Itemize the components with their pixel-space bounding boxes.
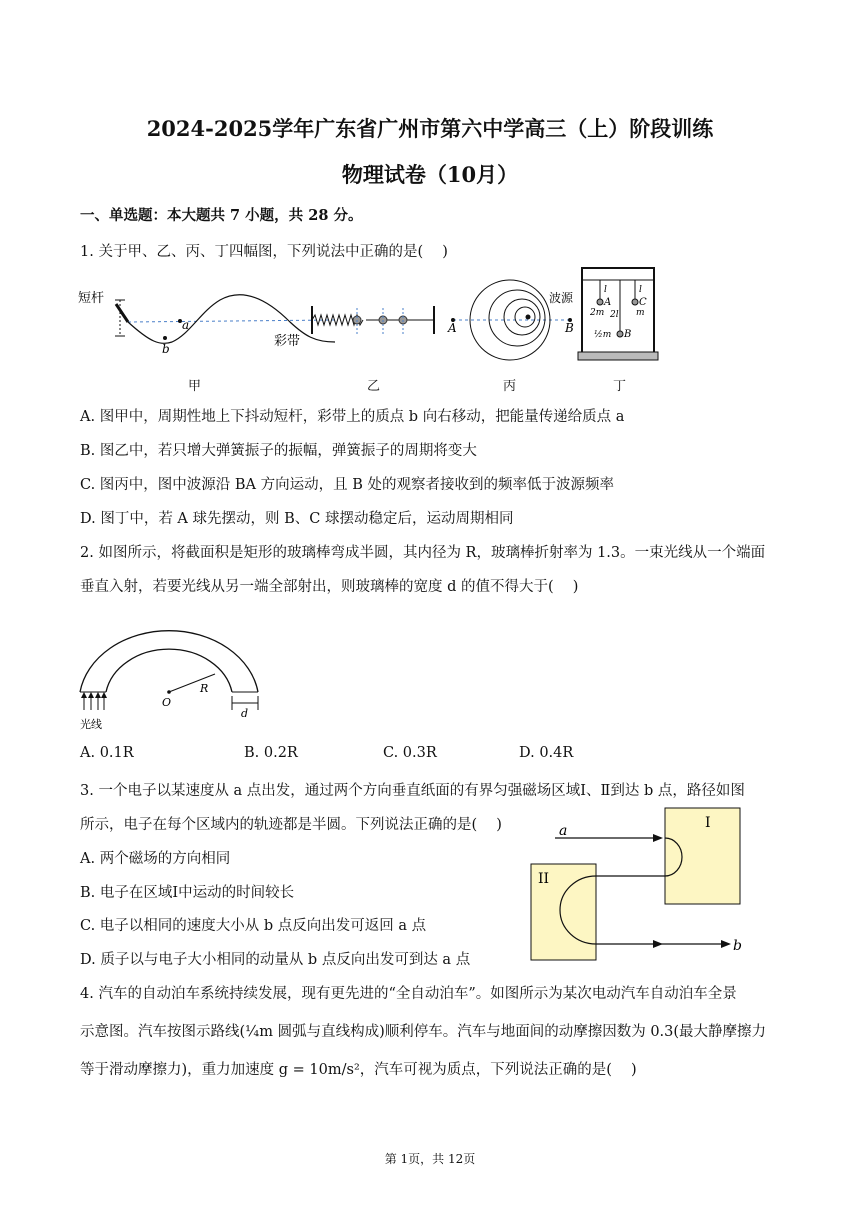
q3-option-d: D. 质子以与电子大小相同的动量从 b 点反向出发可到达 a 点 <box>80 952 471 968</box>
mass-A-label: 2m <box>590 308 605 318</box>
paper-title-line2: 物理试卷（10月） <box>341 162 519 187</box>
point-b-label: b <box>733 938 742 954</box>
page-footer: 第 1页，共 12页 <box>384 1152 476 1166</box>
q4-stem-line2: 示意图。汽车按图示路线(¼m 圆弧与直线构成)顺利停车。汽车与地面间的动摩擦因数为 0.3(最大静摩擦力 <box>80 1024 767 1040</box>
figure-ding <box>578 268 658 360</box>
caption-jia: 甲 <box>188 379 202 394</box>
q3-stem-line2: 所示，电子在每个区域内的轨迹都是半圆。下列说法正确的是( ) <box>80 817 502 833</box>
region-I-label: I <box>705 815 711 831</box>
q3-option-a: A. 两个磁场的方向相同 <box>80 851 231 867</box>
figure-jia <box>78 290 335 356</box>
q3-figure <box>525 805 750 965</box>
q1-figure <box>70 262 670 364</box>
q1-option-b: B. 图乙中，若只增大弹簧振子的振幅，弹簧振子的周期将变大 <box>80 443 477 459</box>
q3-stem-line1: 3. 一个电子以某速度从 a 点出发，通过两个方向垂直纸面的有界匀强磁场区域Ⅰ、Ⅱ到达 b 点，路径如图 <box>80 783 745 799</box>
point-B-bing: B <box>565 321 574 335</box>
q1-option-a: A. 图甲中，周期性地上下抖动短杆，彩带上的质点 b 向右移动，把能量传递给质点 a <box>80 409 625 425</box>
q4-stem-line1: 4. 汽车的自动泊车系统持续发展，现有更先进的“全自动泊车”。如图所示为某次电动汽车自动泊车全景 <box>80 986 737 1002</box>
short-rod-label: 短杆 <box>78 291 105 306</box>
q2-stem-line2: 垂直入射，若要光线从另一端全部射出，则玻璃棒的宽度 d 的值不得大于( ) <box>80 579 579 595</box>
ball-A-label: A <box>604 297 612 308</box>
point-A-bing: A <box>448 321 457 335</box>
q4-stem-line3: 等于滑动摩擦力)，重力加速度 g = 10m/s²，汽车可视为质点，下列说法正确的是( ) <box>80 1062 637 1078</box>
caption-ding: 丁 <box>613 379 627 394</box>
point-a-label: a <box>182 318 190 332</box>
caption-yi: 乙 <box>367 379 381 394</box>
mass-C-label: m <box>636 308 645 318</box>
ball-C-label: C <box>639 297 647 308</box>
q2-option-a: A. 0.1R <box>80 745 134 761</box>
q3-option-b: B. 电子在区域Ⅰ中运动的时间较长 <box>80 885 295 901</box>
q1-option-d: D. 图丁中，若 A 球先摆动，则 B、C 球摆动稳定后，运动周期相同 <box>80 511 514 527</box>
mass-B-label: ½m <box>594 330 612 340</box>
q2-option-b: B. 0.2R <box>244 745 298 761</box>
point-a-label: a <box>559 823 568 839</box>
q2-stem-line1: 2. 如图所示，将截面积是矩形的玻璃棒弯成半圆，其内径为 R，玻璃棒折射率为 1.3。一束光线从一个端面 <box>80 545 766 561</box>
ribbon-label: 彩带 <box>274 334 301 349</box>
q2-figure <box>70 610 270 735</box>
region-II-label: II <box>538 871 550 887</box>
paper-title-line1: 2024-2025学年广东省广州市第六中学高三（上）阶段训练 <box>146 116 714 141</box>
width-d-label: d <box>241 707 249 720</box>
q3-option-c: C. 电子以相同的速度大小从 b 点反向出发可返回 a 点 <box>80 918 427 934</box>
length-A-label: l <box>604 285 607 295</box>
length-C-label: l <box>639 285 642 295</box>
figure-yi <box>312 306 434 334</box>
figure-bing <box>447 280 574 360</box>
q2-option-d: D. 0.4R <box>519 745 574 761</box>
section-header: 一、单选题：本大题共 7 小题，共 28 分。 <box>80 207 363 224</box>
length-B-label: 2l <box>610 310 619 320</box>
point-b-label: b <box>162 342 170 356</box>
q2-option-c: C. 0.3R <box>383 745 437 761</box>
radius-label: R <box>200 682 209 695</box>
center-O-label: O <box>162 696 172 709</box>
light-label: 光线 <box>80 718 102 731</box>
q1-stem: 1. 关于甲、乙、丙、丁四幅图，下列说法中正确的是( ) <box>80 244 448 260</box>
wave-source-label: 波源 <box>549 291 574 305</box>
ball-B-label: B <box>624 329 632 340</box>
q1-option-c: C. 图丙中，图中波源沿 BA 方向运动，且 B 处的观察者接收到的频率低于波源频率 <box>80 477 615 493</box>
caption-bing: 丙 <box>503 379 517 394</box>
